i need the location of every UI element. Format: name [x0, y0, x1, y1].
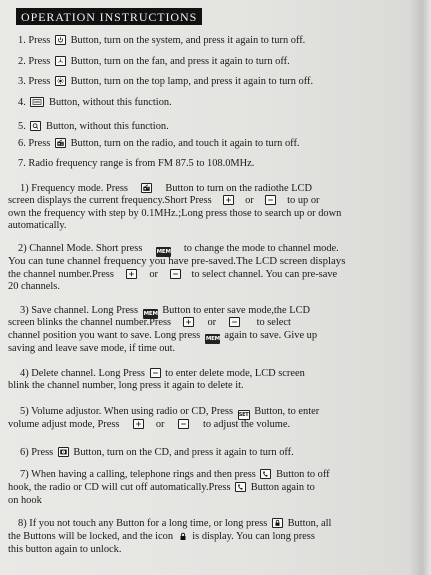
volume-line-2: volume adjust mode, Press or to adjust the volume.	[8, 419, 291, 430]
delete-channel-line-2: blink the channel number, long press it again to delete it.	[8, 380, 244, 391]
fan-icon	[55, 56, 66, 66]
lock-icon	[272, 518, 283, 528]
instruction-1: 1. Press Button, turn on the system, and press it again to turn off.	[18, 35, 306, 46]
lock-line-2: the Buttons will be locked, and the icon is display. You can long press	[8, 531, 315, 542]
instruction-7: 7. Radio frequency range is from FM 87.5 to 108.0MHz.	[18, 158, 255, 169]
channel-mode-line-3: the channel number.Press or to select channel. You can pre-save	[8, 269, 338, 280]
search-icon	[30, 121, 41, 131]
page-title: OPERATION INSTRUCTIONS	[16, 8, 202, 25]
lock-icon	[178, 532, 188, 541]
channel-mode-line-1: 2) Channel Mode. Short press MEM to change the mode to channel mode.	[18, 243, 339, 255]
delete-channel-line-1: 4) Delete channel. Long Press to enter delete mode, LCD screen	[20, 368, 305, 379]
frequency-mode-line-1: 1) Frequency mode. Press Button to turn on the radiothe LCD	[20, 183, 312, 194]
calling-line-2: hook, the radio or CD will cut off automatically.Press Button again to	[8, 482, 315, 493]
phone-icon	[260, 469, 271, 479]
minus-icon	[265, 195, 276, 205]
minus-icon	[229, 317, 240, 327]
instruction-5: 5. Button, without this function.	[18, 121, 169, 132]
page-edge-shadow	[409, 0, 431, 575]
save-channel-line-2: screen blinks the channel number.Press or to select	[8, 317, 291, 328]
plus-icon	[183, 317, 194, 327]
mem-button-icon: MEM	[156, 249, 171, 255]
radio-icon	[55, 138, 66, 148]
instruction-4: 4. Button, without this function.	[18, 97, 172, 108]
lock-line-3: this button again to unlock.	[8, 544, 122, 555]
plus-icon	[126, 269, 137, 279]
minus-icon	[170, 269, 181, 279]
lamp-icon	[55, 76, 66, 86]
power-icon	[55, 35, 66, 45]
display-icon	[30, 97, 44, 107]
phone-icon	[235, 482, 246, 492]
save-channel-line-3: channel position you want to save. Long press MEM again to save. Give up	[8, 330, 318, 342]
radio-icon	[141, 183, 152, 193]
instruction-2: 2. Press Button, turn on the fan, and press it again to turn off.	[18, 56, 290, 67]
frequency-mode-line-4: automatically.	[8, 220, 67, 231]
calling-line-1: 7) When having a calling, telephone rings and then press Button to off	[20, 469, 330, 480]
mem-button-icon: MEM	[143, 311, 158, 317]
frequency-mode-line-2: screen displays the current frequency.Short Press or to up or	[8, 195, 320, 206]
cd-icon	[58, 447, 69, 457]
plus-icon	[223, 195, 234, 205]
instruction-3: 3. Press Button, turn on the top lamp, and press it again to turn off.	[18, 76, 314, 87]
save-channel-line-4: saving and leave save mode, if time out.	[8, 343, 176, 354]
channel-mode-line-2: You can tune channel frequency you have pre-saved.The LCD screen displays	[8, 255, 346, 267]
plus-icon	[133, 419, 144, 429]
cd-instruction: 6) Press Button, turn on the CD, and press it again to turn off.	[20, 447, 294, 458]
volume-line-1: 5) Volume adjustor. When using radio or CD, Press SET Button, to enter	[20, 406, 320, 418]
minus-icon	[150, 368, 161, 378]
instruction-6: 6. Press Button, turn on the radio, and touch it again to turn off.	[18, 138, 300, 149]
frequency-mode-line-3: own the frequency with step by 0.1MHz.;Long press those to search up or down	[8, 208, 342, 219]
set-button-icon: SET	[238, 412, 249, 418]
channel-mode-line-4: 20 channels.	[8, 281, 60, 292]
mem-button-icon: MEM	[205, 336, 220, 342]
save-channel-line-1: 3) Save channel. Long Press MEM Button to enter save mode,the LCD	[20, 305, 310, 317]
calling-line-3: on hook	[8, 495, 42, 506]
lock-line-1: 8) If you not touch any Button for a long time, or long press Button, all	[18, 518, 332, 529]
minus-icon	[178, 419, 189, 429]
